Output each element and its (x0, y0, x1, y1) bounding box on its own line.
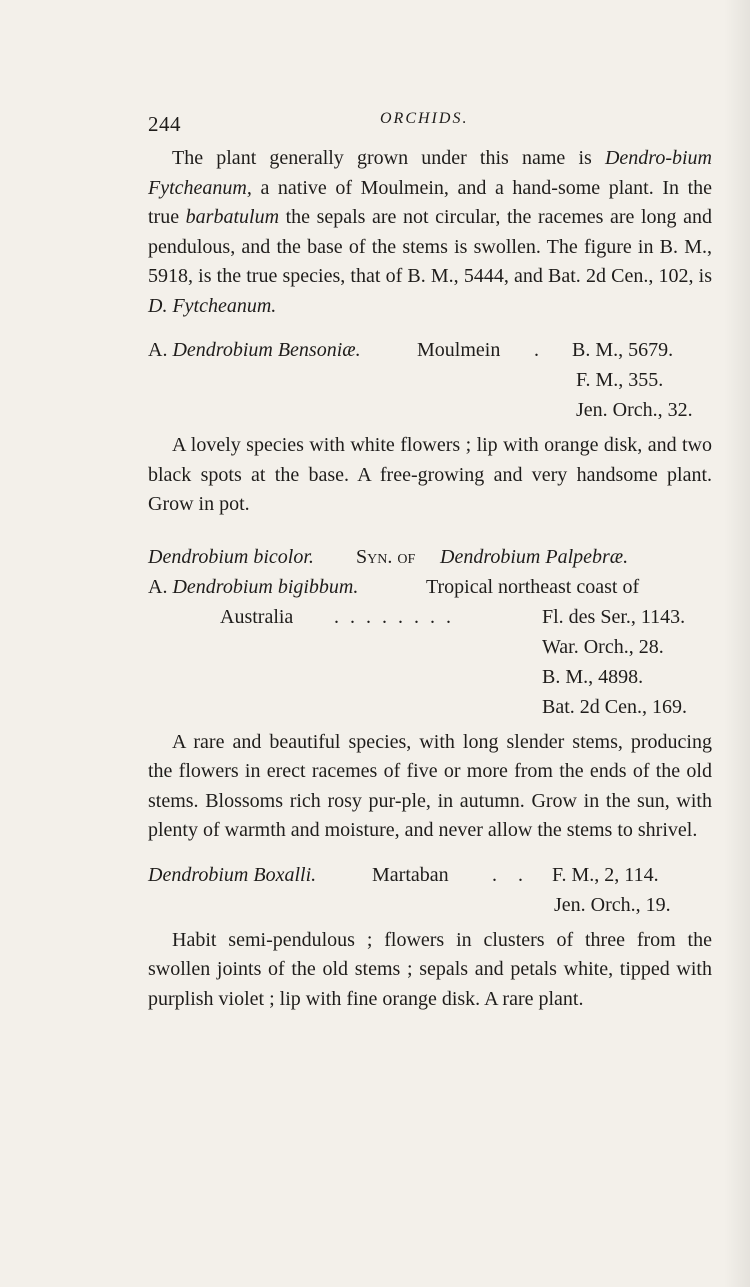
reference: B. M., 4898. (542, 665, 644, 688)
running-head: ORCHIDS. (380, 110, 469, 127)
page-body (148, 144, 712, 1014)
paragraph-bensoniae-description: A lovely species with white flowers ; lip with orange disk, and two black spots at the base. A free-growing and very handsome plant. Grow in pot. (148, 434, 712, 515)
reference: War. Orch., 28. (542, 635, 664, 658)
species-name: D. Fytcheanum. (148, 294, 277, 317)
locality: Martaban (372, 863, 449, 886)
paragraph-barbatulum-note (148, 144, 712, 321)
entry-prefix: A. (148, 339, 173, 361)
text-run: a native of Moulmein, and a hand-some plant. In the true (148, 176, 712, 228)
species-name: Dendrobium Bensoniæ. (172, 339, 361, 361)
entry-dendrobium-boxalli (148, 860, 712, 920)
paragraph-boxalli-description: Habit semi-pendulous ; flowers in clusters of three from the swollen joints of the old stems ; sepals and petals white, tipped with purplish violet ; lip with fine orange disk. A rare plant. (148, 928, 712, 1010)
species-name: Dendrobium bicolor. (148, 545, 314, 568)
reference: F. M., 355. (576, 369, 664, 391)
synonym-label: Syn. of (356, 545, 416, 568)
entry-dendrobium-bigibbum (148, 572, 712, 722)
dot-leader: . . (492, 863, 531, 886)
reference: Fl. des Ser., 1143. (542, 605, 686, 628)
text-run: The plant generally grown under this name is (172, 147, 605, 169)
paragraph-bigibbum-description: A rare and beautiful species, with long slender stems, producing the flowers in erect racemes of five or more from the ends of the old stems. Blossoms rich rosy pur-ple, in autumn. Grow in the sun, with plenty of warmth and moisture, and never allow the stems to shrivel. (148, 730, 712, 841)
page-edge-shadow (724, 0, 750, 1287)
species-name: Dendrobium Boxalli. (148, 863, 317, 886)
locality: Moulmein (417, 339, 501, 361)
reference: Bat. 2d Cen., 169. (542, 695, 687, 718)
entry-dendrobium-bensoniae (148, 335, 712, 425)
reference: F. M., 2, 114. (552, 863, 659, 886)
reference: B. M., 5679. (572, 339, 674, 361)
page-number: 244 (148, 112, 181, 136)
entry-prefix: A. (148, 575, 173, 598)
species-name: Dendrobium bigibbum. (172, 575, 359, 598)
reference: Jen. Orch., 19. (554, 893, 671, 916)
dot-leader: . . . . . . . . (334, 605, 454, 628)
synonym-name: Dendrobium Palpebræ. (440, 545, 629, 568)
reference: Jen. Orch., 32. (576, 399, 693, 421)
dot-leader: . (534, 339, 539, 361)
locality: Tropical northeast coast of (426, 575, 640, 598)
locality-continued: Australia (220, 605, 294, 628)
species-name: Dendro-bium Fytcheanum, (148, 147, 712, 199)
page-header (148, 110, 712, 140)
text-run: the sepals are not circular, the racemes are long and pendulous, and the base of the stems is swollen. The figure in B. M., 5918, is the true species, that of B. M., 5444, and Bat. 2d Cen., 102, is (148, 206, 713, 287)
species-name: barbatulum (185, 206, 280, 228)
entry-dendrobium-bicolor (148, 542, 712, 572)
